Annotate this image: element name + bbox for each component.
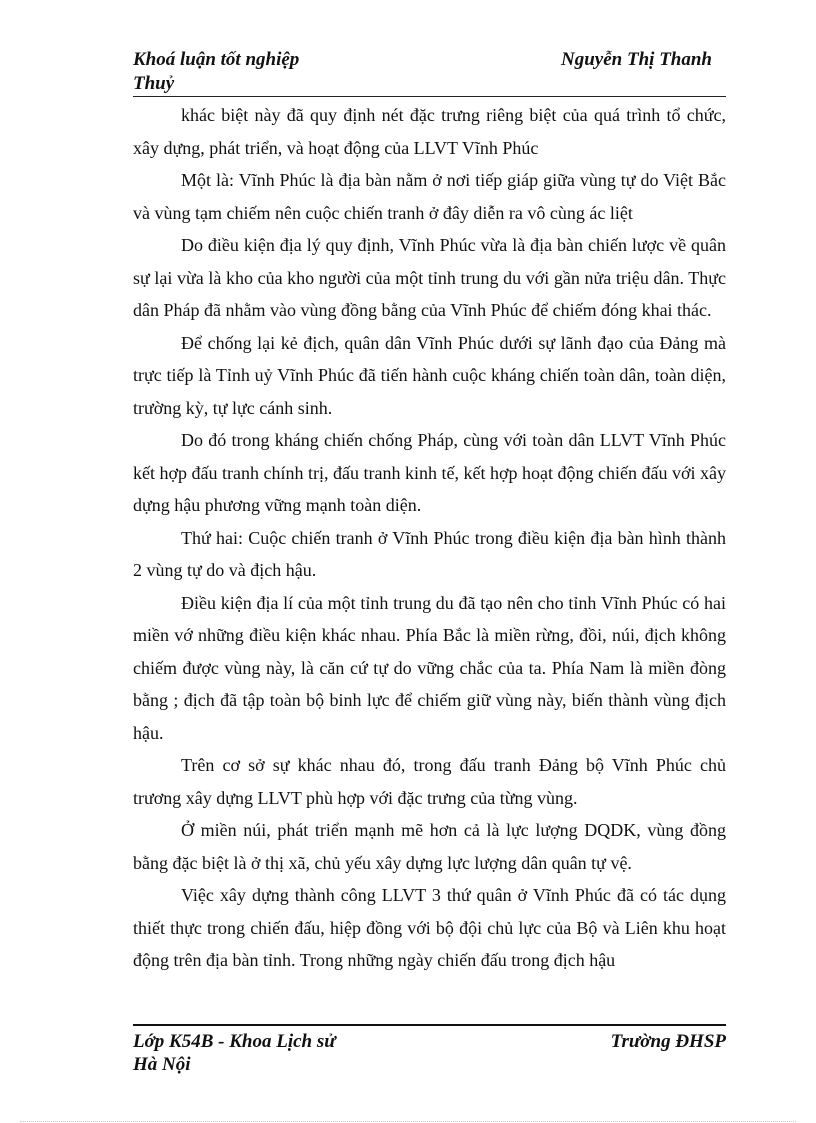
footer-divider	[133, 1024, 726, 1026]
paragraph: Thứ hai: Cuộc chiến tranh ở Vĩnh Phúc trong điều kiện địa bàn hình thành 2 vùng tự do và địch hậu.	[133, 527, 726, 580]
header-divider	[133, 96, 726, 97]
page-footer	[133, 1030, 726, 1080]
paragraph: Trên cơ sở sự khác nhau đó, trong đấu tranh Đảng bộ Vĩnh Phúc chủ trương xây dựng LLVT phù hợp với đặc trưng của từng vùng.	[133, 755, 726, 808]
header-author-name: Nguyễn Thị Thanh	[561, 49, 712, 70]
page-header	[133, 48, 726, 100]
paragraph: Ở miền núi, phát triển mạnh mẽ hơn cả là lực lượng DQDK, vùng đồng bằng đặc biệt là ở thị xã, chủ yếu xây dựng lực lượng dân quân tự vệ.	[133, 820, 726, 873]
paragraph-continuation: khác biệt này đã quy định nét đặc trưng riêng biệt của quá trình tổ chức, xây dựng, phát triển, và hoạt động của LLVT Vĩnh Phúc	[133, 105, 726, 158]
header-author-name-continued: Thuỷ	[133, 73, 175, 94]
header-thesis-title: Khoá luận tốt nghiệp	[133, 49, 300, 70]
paragraph: Do điều kiện địa lý quy định, Vĩnh Phúc vừa là địa bàn chiến lược về quân sự lại vừa là kho của kho người của một tỉnh trung du với gần nửa triệu dân. Thực dân Pháp đã nhằm vào vùng đồng bằng của Vĩnh Phúc để chiếm đóng khai thác.	[133, 235, 726, 320]
paragraph: Điều kiện địa lí của một tỉnh trung du đã tạo nên cho tỉnh Vĩnh Phúc có hai miền vớ những điều kiện khác nhau. Phía Bắc là miền rừng, đồi, núi, địch không chiếm được vùng này, là căn cứ tự do vững chắc của ta. Phía Nam là miền đòng bằng ; địch đã tập toàn bộ binh lực để chiếm giữ vùng này, biến thành vùng địch hậu.	[133, 592, 726, 743]
paragraph: Để chống lại kẻ địch, quân dân Vĩnh Phúc dưới sự lãnh đạo của Đảng mà trực tiếp là Tỉnh uỷ Vĩnh Phúc đã tiến hành cuộc kháng chiến toàn dân, toàn diện, trường kỳ, tự lực cánh sinh.	[133, 332, 726, 418]
document-body	[133, 99, 726, 977]
paragraph: Việc xây dựng thành công LLVT 3 thứ quân ở Vĩnh Phúc đã có tác dụng thiết thực trong chiến đấu, hiệp đồng với bộ đội chủ lực của Bộ và Liên khu hoạt động trên địa bàn tỉnh. Trong những ngày chiến đấu trong địch hậu	[133, 885, 726, 970]
page-boundary	[20, 1121, 796, 1122]
footer-university: Trường ĐHSP	[610, 1031, 726, 1052]
footer-city: Hà Nội	[133, 1054, 191, 1075]
paragraph: Do đó trong kháng chiến chống Pháp, cùng với toàn dân LLVT Vĩnh Phúc kết hợp đấu tranh chính trị, đấu tranh kinh tế, kết hợp hoạt động chiến đấu với xây dựng hậu phương vững mạnh toàn diện.	[133, 430, 726, 515]
footer-class-department: Lớp K54B - Khoa Lịch sử	[133, 1031, 336, 1052]
paragraph: Một là: Vĩnh Phúc là địa bàn nằm ở nơi tiếp giáp giữa vùng tự do Việt Bắc và vùng tạm chiếm nên cuộc chiến tranh ở đây diễn ra vô cùng ác liệt	[133, 170, 726, 223]
